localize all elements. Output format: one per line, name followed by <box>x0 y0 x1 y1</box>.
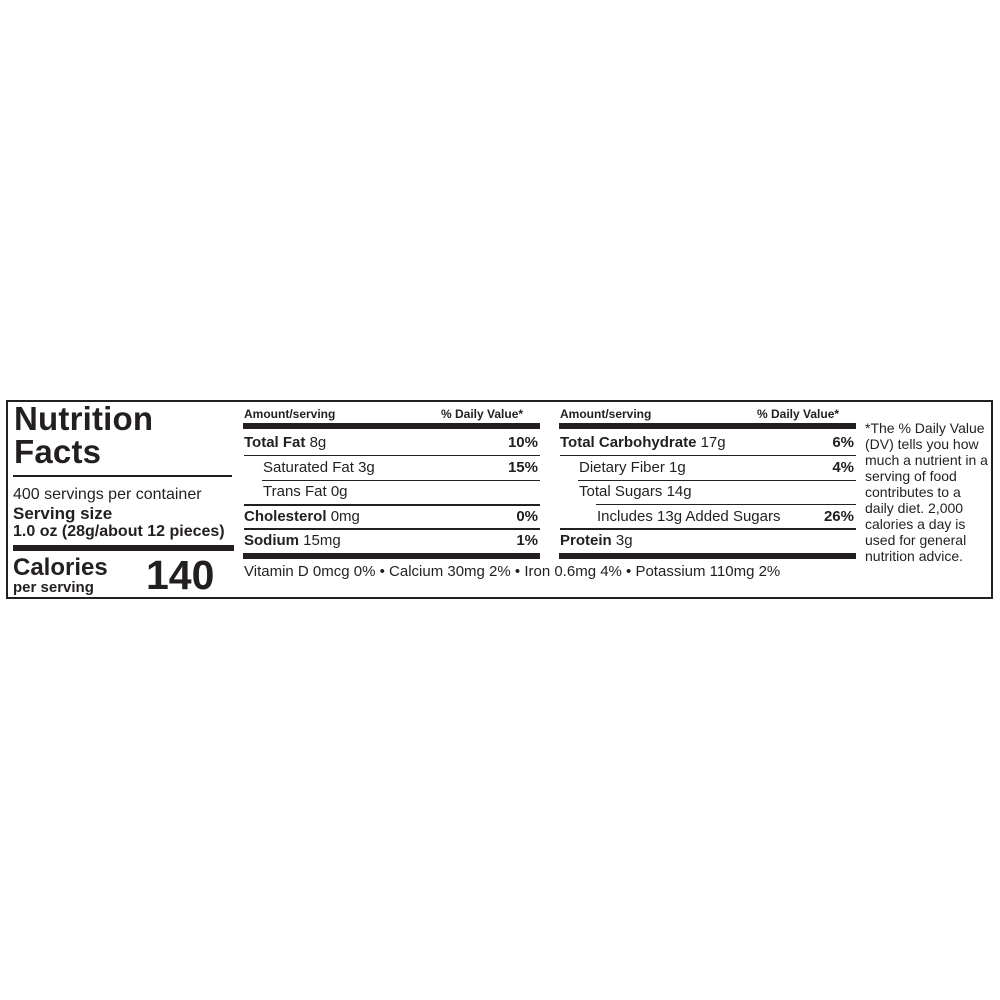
nutrient-name: Cholesterol <box>244 508 327 525</box>
label-title <box>14 402 153 468</box>
nutrient-row-added-sugars <box>597 508 780 526</box>
left-header-dv: % Daily Value* <box>441 407 524 421</box>
left-bottom-rule <box>243 553 540 559</box>
calories-value: 140 <box>146 552 215 598</box>
nutrient-name: Total Carbohydrate <box>560 434 697 451</box>
dv-dietary-fiber: 4% <box>832 459 854 476</box>
nutrient-name: Protein <box>560 532 612 549</box>
nutrient-name: Sodium <box>244 532 299 549</box>
row-divider <box>244 455 540 456</box>
row-divider <box>560 528 856 530</box>
calories-sub: per serving <box>13 579 94 596</box>
nutrient-amount: 0g <box>330 483 348 500</box>
nutrient-row-protein <box>560 532 633 550</box>
nutrient-amount: 15mg <box>303 532 341 549</box>
nutrient-row-total-carbohydrate <box>560 434 726 452</box>
row-divider <box>244 528 540 530</box>
calories-label: Calories <box>13 554 108 581</box>
right-bottom-rule <box>559 553 856 559</box>
serving-size-label: Serving size <box>13 504 113 523</box>
nutrient-row-total-sugars <box>579 483 692 501</box>
nutrient-amount: 14g <box>666 483 692 500</box>
row-divider <box>596 504 856 505</box>
title-rule <box>13 475 232 477</box>
title-line-1: Nutrition <box>14 400 154 437</box>
dv-footnote: *The % Daily Value (DV) tells you how much a nutrient in a serving of food contributes to a daily diet. 2,000 calories a day is used for general nutrition advice. <box>865 420 988 564</box>
dv-total-carbohydrate: 6% <box>832 434 854 451</box>
nutrient-row-trans-fat <box>263 483 348 501</box>
micronutrients-line: Vitamin D 0mcg 0% • Calcium 30mg 2% • Iron 0.6mg 4% • Potassium 110mg 2% <box>244 563 781 580</box>
nutrient-amount: 1g <box>669 459 686 476</box>
nutrient-name: Dietary Fiber <box>579 459 665 476</box>
nutrient-name: Total Sugars <box>579 483 663 500</box>
dv-added-sugars: 26% <box>823 508 854 525</box>
nutrient-amount: 17g <box>700 434 726 451</box>
dv-sodium: 1% <box>516 532 538 549</box>
serving-rule <box>13 545 234 551</box>
nutrition-facts-label <box>6 400 993 599</box>
left-header-amount: Amount/serving <box>244 407 336 421</box>
nutrient-name: Total Fat <box>244 434 306 451</box>
nutrient-amount: 0mg <box>330 508 360 525</box>
title-line-2: Facts <box>14 433 102 470</box>
nutrient-row-sodium <box>244 532 341 550</box>
nutrient-amount: 8g <box>309 434 327 451</box>
nutrient-row-total-fat <box>244 434 326 452</box>
serving-size-value: 1.0 oz (28g/about 12 pieces) <box>13 523 225 540</box>
row-divider <box>244 504 540 506</box>
nutrient-row-cholesterol <box>244 508 360 526</box>
left-header-rule <box>243 423 540 429</box>
nutrient-name: Saturated Fat <box>263 459 354 476</box>
nutrient-row-saturated-fat <box>263 459 375 477</box>
right-header-dv: % Daily Value* <box>757 407 840 421</box>
dv-total-fat: 10% <box>507 434 538 451</box>
dv-cholesterol: 0% <box>516 508 538 525</box>
nutrient-name: Includes 13g Added Sugars <box>597 508 781 525</box>
nutrient-amount: 3g <box>615 532 633 549</box>
row-divider <box>560 455 856 456</box>
nutrient-row-dietary-fiber <box>579 459 686 477</box>
row-divider <box>578 480 856 481</box>
row-divider <box>262 480 540 481</box>
right-header-rule <box>559 423 856 429</box>
nutrient-name: Trans Fat <box>263 483 327 500</box>
nutrient-amount: 3g <box>358 459 375 476</box>
dv-saturated-fat: 15% <box>507 459 538 476</box>
right-header-amount: Amount/serving <box>560 407 652 421</box>
servings-per-container: 400 servings per container <box>13 486 202 503</box>
